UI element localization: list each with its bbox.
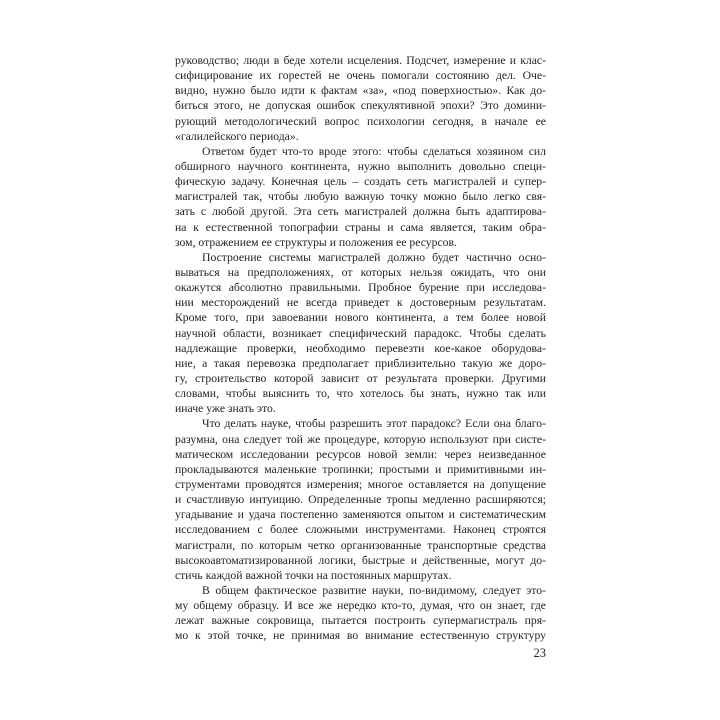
text-line: нии месторождений не всегда приведет к достоверным результатам. bbox=[175, 296, 546, 310]
text-line: на к естественной топографии страны и сама является, таким обра- bbox=[175, 220, 546, 234]
text-block bbox=[175, 53, 546, 643]
text-line: исследованием с более сложными инструментами. Наконец строятся bbox=[175, 523, 546, 537]
text-line: научной области, возникает специфический парадокс. Чтобы сделать bbox=[175, 326, 546, 340]
text-line: угадывание и удача постепенно заменяются опытом и систематическим bbox=[175, 508, 546, 522]
text-line: и счастливую интуицию. Определенные тропы медленно расширяются; bbox=[175, 493, 546, 507]
text-line: прокладываются маленькие тропинки; простыми и примитивными ин- bbox=[175, 462, 546, 476]
text-line: струментами проводятся измерения; многое оставляется на допущение bbox=[175, 477, 546, 491]
text-line: Что делать науке, чтобы разрешить этот парадокс? Если она благо- bbox=[202, 417, 546, 431]
text-line: Ответом будет что-то вроде этого: чтобы сделаться хозяином сил bbox=[202, 144, 546, 158]
text-line: видно, нужно было идти к фактам «за», «под поверхностью». Как до- bbox=[175, 84, 546, 98]
text-line: окажутся абсолютно правильными. Пробное бурение при исследова- bbox=[175, 281, 546, 295]
text-line: надлежащие проверки, необходимо перевезти кое-какое оборудова- bbox=[175, 341, 546, 355]
text-line: мо к этой точке, не принимая во внимание естественную структуру bbox=[175, 629, 546, 643]
text-line: зом, отражением ее структуры и положения ее ресурсов. bbox=[175, 235, 457, 249]
text-line: рующий методологический вопрос психологии сегодня, в начале ее bbox=[175, 114, 546, 128]
text-line: матическом исследовании ресурсов новой земли: через неизведанное bbox=[175, 447, 546, 461]
text-line: Построение системы магистралей должно будет частично осно- bbox=[202, 250, 546, 264]
text-line: сифицирование их горестей не очень помогали состоянию дел. Оче- bbox=[175, 69, 546, 83]
text-line: магистрали, по которым четко организованные транспортные средства bbox=[175, 538, 546, 552]
text-line: разумна, она следует той же процедуре, которую используют при систе- bbox=[175, 432, 546, 446]
text-line: стичь каждой важной точки на постоянных маршрутах. bbox=[175, 568, 452, 582]
text-line: зать с любой другой. Эта сеть магистралей должна быть адаптирова- bbox=[175, 205, 546, 219]
text-line: обширного научного континента, нужно выполнить довольно специ- bbox=[175, 159, 546, 173]
text-line: руководство; люди в беде хотели исцеления. Подсчет, измерение и клас- bbox=[175, 54, 546, 67]
text-line: гу, строительство которой зависит от результата проверки. Другими bbox=[175, 371, 546, 385]
text-line: вываться на предположениях, от которых нельзя ожидать, что они bbox=[175, 265, 546, 279]
text-line: биться этого, не допуская ошибок спекулятивной эпохи? Это домини- bbox=[175, 99, 546, 113]
text-line: В общем фактическое развитие науки, по-видимому, следует это- bbox=[202, 583, 546, 597]
page-number: 23 bbox=[533, 646, 546, 660]
text-line: ние, а такая перевозка предполагает приблизительно такую же доро- bbox=[175, 356, 546, 370]
text-line: «галилейского периода». bbox=[175, 129, 299, 143]
text-line: Кроме того, при завоевании нового континента, а тем более новой bbox=[175, 311, 546, 325]
text-line: магистралей так, чтобы любую важную точку можно было легко свя- bbox=[175, 190, 546, 204]
text-line: фическую задачу. Конечная цель – создать сеть магистралей и супер- bbox=[175, 175, 546, 189]
text-line: высокоавтоматизированной логики, быстрые и действенные, могут до- bbox=[175, 553, 546, 567]
text-line: му общему образцу. И все же нередко кто-то, думая, что он знает, где bbox=[175, 599, 546, 613]
text-line: словами, чтобы выяснить то, что хотелось бы знать, нужно так или bbox=[175, 387, 546, 401]
text-line: иначе уже знать это. bbox=[175, 402, 276, 416]
text-line: лежат важные сокровища, пытается построить супермагистраль пря- bbox=[175, 614, 546, 628]
